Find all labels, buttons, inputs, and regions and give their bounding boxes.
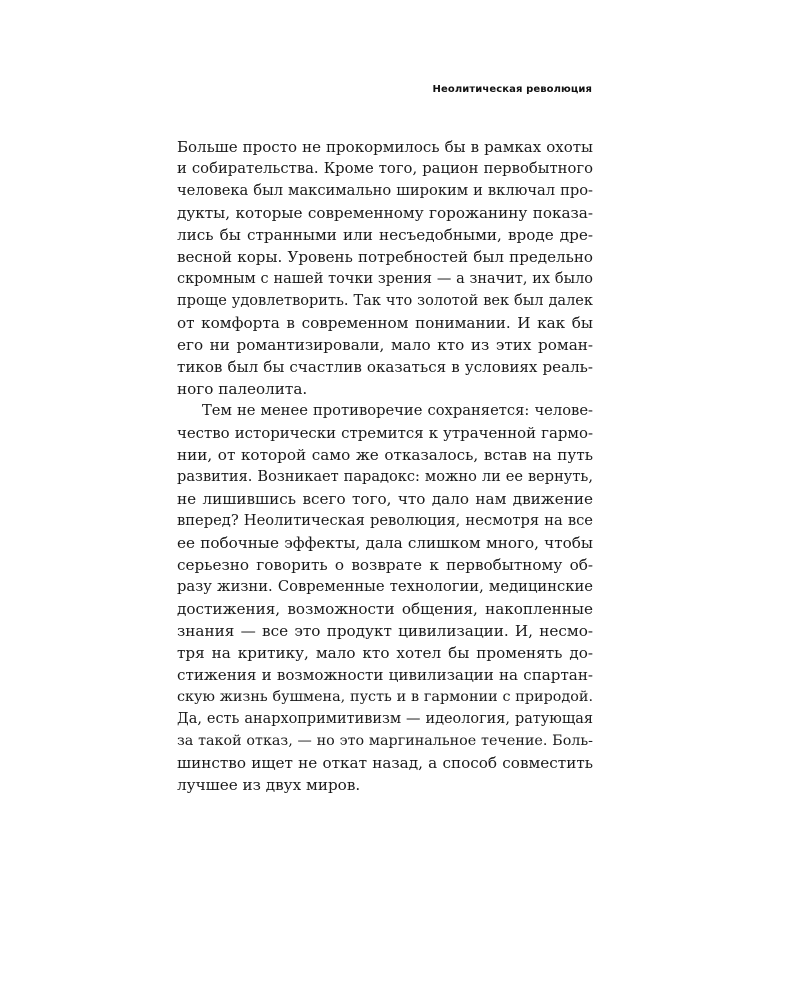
text-line: развития. Возникает парадокс: можно ли ее вернуть, [177,468,593,485]
text-line: тря на критику, мало кто хотел бы променять до- [177,644,593,662]
running-head: Неолитическая революция [432,84,592,95]
text-line: от комфорта в современном понимании. И как бы [177,314,593,332]
text-line: скромным с нашей точки зрения — а значит, их было [177,271,593,287]
text-line: не лишившись всего того, что дало нам движение [177,490,593,508]
text-line: его ни романтизировали, мало кто из этих роман- [177,336,593,354]
text-line: лучшее из двух миров. [177,776,361,794]
text-line: Да, есть анархопримитивизм — идеология, ратующая [177,711,593,727]
text-line: Больше просто не прокормилось бы в рамках охоты [177,138,593,156]
text-line: нии, от которой само же отказалось, встав на путь [177,446,593,464]
body-text [177,136,593,796]
text-line: ее побочные эффекты, дала слишком много, чтобы [177,534,593,552]
text-line: чество исторически стремится к утраченной гармо- [177,424,593,442]
text-line: стижения и возможности цивилизации на спартан- [177,666,593,684]
text-line: шинство ищет не откат назад, а способ совместить [177,754,593,772]
paragraph [177,136,593,400]
text-line: и собирательства. Кроме того, рацион первобытного [177,160,593,177]
text-line: тиков был бы счастлив оказаться в условиях реаль- [177,358,593,376]
text-line: разу жизни. Современные технологии, медицинские [177,578,593,595]
text-line: скую жизнь бушмена, пусть и в гармонии с природой. [177,689,593,705]
text-line: весной коры. Уровень потребностей был предельно [177,248,593,266]
text-line: Тем не менее противоречие сохраняется: челове- [202,402,593,419]
text-line: ного палеолита. [177,380,308,398]
text-line: серьезно говорить о возврате к первобытному об- [177,556,593,574]
text-line: дукты, которые современному горожанину показа- [177,204,593,222]
text-line: за такой отказ, — но это маргинальное течение. Боль- [177,733,593,749]
text-line: человека был максимально широким и включал про- [177,182,593,199]
text-line: лись бы странными или несъедобными, вроде дре- [177,226,593,244]
text-line: достижения, возможности общения, накопленные [177,600,593,618]
text-line: проще удовлетворить. Так что золотой век был далек [177,293,593,309]
paragraph [177,400,593,796]
text-line: знания — все это продукт цивилизации. И, несмо- [177,622,593,640]
text-line: вперед? Неолитическая революция, несмотря на все [177,512,593,529]
